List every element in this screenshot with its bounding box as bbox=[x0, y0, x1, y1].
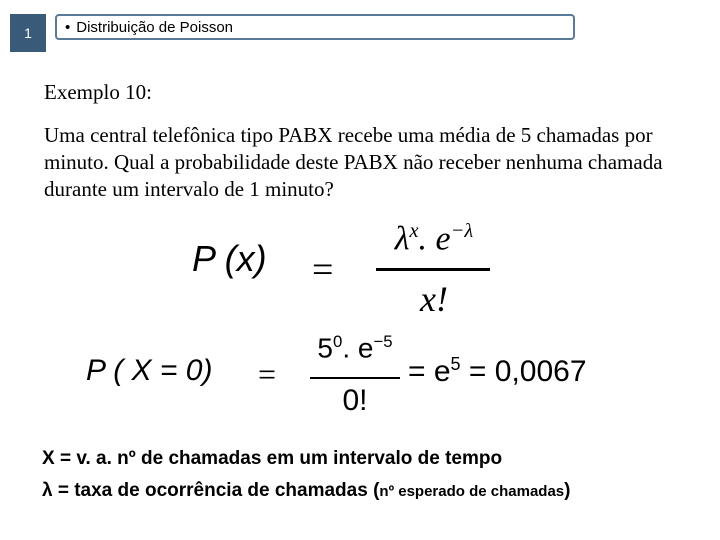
applied-numerator-base: 5 bbox=[317, 332, 333, 364]
general-formula-lhs: P (x) bbox=[192, 238, 267, 279]
numerator-exponent: −λ bbox=[450, 220, 474, 242]
applied-formula-result bbox=[408, 354, 587, 389]
example-title: Exemplo 10: bbox=[44, 80, 152, 104]
lambda-definition-close: ) bbox=[564, 480, 571, 501]
lambda-definition-text: λ = taxa de ocorrência de chamadas ( bbox=[42, 480, 380, 501]
result-value: = 0,0067 bbox=[468, 355, 587, 388]
result-exponent: 5 bbox=[450, 354, 461, 374]
applied-formula-numerator bbox=[308, 332, 402, 364]
applied-formula-lhs: P ( X = 0) bbox=[86, 354, 213, 387]
slide-header bbox=[55, 14, 575, 40]
general-fraction-bar bbox=[376, 268, 490, 271]
result-prefix: = e bbox=[408, 355, 451, 388]
definition-x: X = v. a. nº de chamadas em um intervalo de tempo bbox=[42, 448, 503, 469]
applied-numerator-base-exponent: 0 bbox=[332, 332, 343, 351]
slide-number-badge bbox=[10, 14, 46, 52]
slide-number: 1 bbox=[24, 25, 32, 41]
numerator-base-exponent: x bbox=[409, 220, 419, 242]
header-bullet: • bbox=[65, 18, 71, 36]
definition-lambda bbox=[42, 480, 570, 502]
general-formula-numerator bbox=[376, 220, 492, 258]
problem-statement: Uma central telefônica tipo PABX recebe uma média de 5 chamadas por minuto. Qual a probabilidade deste PABX não receber nenhuma chamada durante um intervalo de 1 minuto? bbox=[44, 123, 663, 201]
lambda-definition-note: nº esperado de chamadas bbox=[379, 483, 565, 500]
general-formula-equals: = bbox=[312, 249, 334, 291]
general-formula-denominator: x! bbox=[420, 279, 448, 319]
numerator-dot-e: . e bbox=[418, 220, 451, 258]
applied-fraction-bar bbox=[310, 377, 400, 379]
applied-formula-equals: = bbox=[258, 356, 277, 392]
numerator-base: λ bbox=[394, 220, 410, 258]
applied-numerator-exponent: −5 bbox=[373, 332, 393, 351]
applied-formula-denominator: 0! bbox=[342, 384, 368, 417]
applied-numerator-dot-e: . e bbox=[342, 332, 374, 364]
header-title: Distribuição de Poisson bbox=[76, 18, 234, 36]
